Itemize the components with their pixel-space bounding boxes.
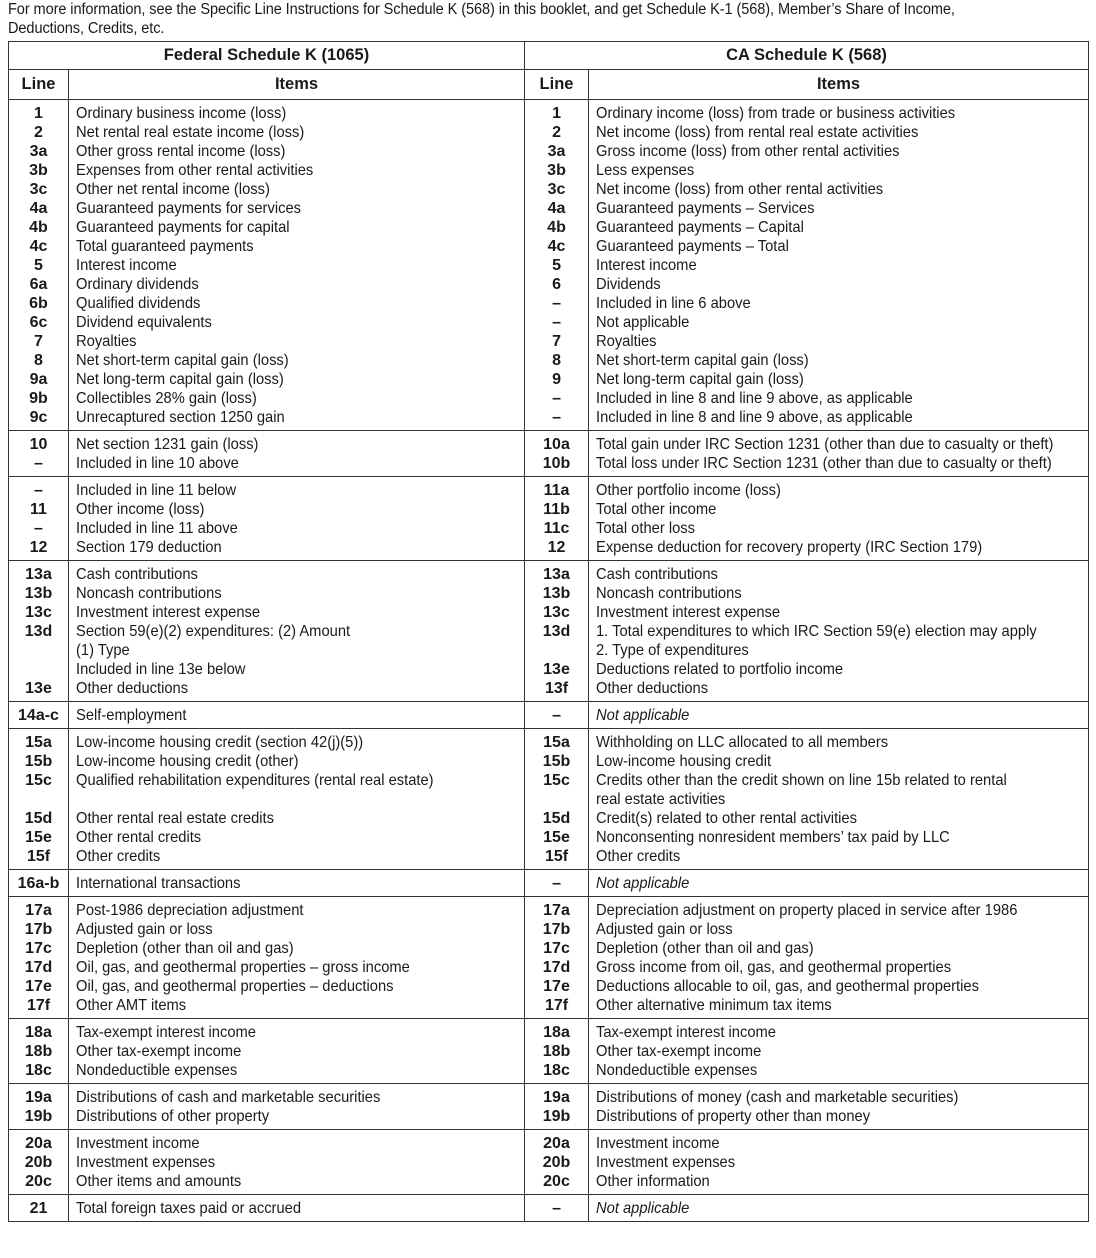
line-number: 6 [552, 276, 561, 293]
line-number: 13e [25, 680, 52, 697]
line-number: 17d [24, 959, 53, 976]
line-item: Royalties [76, 333, 137, 350]
line-number: 3c [29, 181, 48, 198]
ca-line-numbers [525, 1084, 589, 1130]
line-number: 13d [24, 623, 53, 640]
federal-line-numbers [9, 897, 69, 1019]
line-item: Included in line 6 above [596, 295, 751, 312]
line-number: 19b [542, 1108, 571, 1125]
line-item: Included in line 10 above [76, 455, 239, 472]
line-item: Guaranteed payments – Total [596, 238, 789, 255]
line-number: 21 [29, 1200, 48, 1217]
line-number: 20b [24, 1154, 53, 1171]
line-item: Low-income housing credit [596, 753, 772, 770]
line-item: International transactions [76, 875, 241, 892]
line-number: – [34, 482, 43, 499]
line-group [9, 702, 1089, 729]
line-number: 17e [25, 978, 52, 995]
line-number: 15b [542, 753, 571, 770]
ca-line-numbers [525, 729, 589, 870]
line-item: Deductions allocable to oil, gas, and geothermal properties [596, 978, 979, 995]
line-number: 15e [543, 829, 570, 846]
line-item: Depreciation adjustment on property placed in service after 1986 [596, 902, 1018, 919]
line-number: 13c [543, 604, 570, 621]
ca-line-numbers [525, 431, 589, 477]
federal-items [69, 1195, 525, 1222]
line-number: 18b [24, 1043, 53, 1060]
line-number: 18c [543, 1062, 570, 1079]
line-number: 4b [29, 219, 48, 236]
line-item: Included in line 11 above [76, 520, 238, 537]
line-number: 15d [24, 810, 53, 827]
line-number: 4a [547, 200, 566, 217]
ca-items [589, 1195, 1089, 1222]
federal-line-column-header: Line [9, 70, 69, 100]
line-item: Other income (loss) [76, 501, 205, 518]
line-item: Noncash contributions [596, 585, 742, 602]
ca-line-numbers [525, 100, 589, 431]
line-number: 4c [29, 238, 48, 255]
line-item: Unrecaptured section 1250 gain [76, 409, 285, 426]
ca-line-numbers [525, 561, 589, 702]
line-number: 5 [552, 257, 561, 274]
line-item: Investment income [76, 1135, 200, 1152]
federal-items [69, 477, 525, 561]
line-number: 11a [543, 482, 570, 499]
federal-items [69, 561, 525, 702]
line-item: (1) Type [76, 642, 130, 659]
line-item: Total other income [596, 501, 717, 518]
line-group [9, 897, 1089, 1019]
line-number: 3b [29, 162, 48, 179]
line-number: 19a [543, 1089, 570, 1106]
line-item: Qualified dividends [76, 295, 201, 312]
line-number: 13f [544, 680, 569, 697]
line-item: Other credits [76, 848, 161, 865]
federal-items [69, 1019, 525, 1084]
line-number: 13c [25, 604, 52, 621]
line-item: Other rental credits [76, 829, 202, 846]
federal-items-column-header: Items [69, 70, 525, 100]
line-item: Self-employment [76, 707, 187, 724]
line-number: 14a-c [18, 707, 59, 724]
ca-schedule-header: CA Schedule K (568) [525, 42, 1089, 70]
line-number: 9 [552, 371, 561, 388]
line-number: 16a-b [17, 875, 60, 892]
line-number [525, 790, 588, 809]
line-number: 15f [544, 848, 569, 865]
line-item: Depletion (other than oil and gas) [596, 940, 814, 957]
line-item: Adjusted gain or loss [596, 921, 733, 938]
line-item: Distributions of property other than money [596, 1108, 871, 1125]
line-item: Included in line 13e below [76, 661, 246, 678]
line-item: Total gain under IRC Section 1231 (other than due to casualty or theft) [596, 436, 1054, 453]
line-number: 15d [542, 810, 571, 827]
line-number: 11 [30, 501, 47, 518]
line-item: Distributions of money (cash and marketable securities) [596, 1089, 959, 1106]
line-number: – [552, 409, 561, 426]
ca-items [589, 870, 1089, 897]
line-item: Guaranteed payments – Services [596, 200, 815, 217]
line-number: – [552, 295, 561, 312]
federal-items [69, 870, 525, 897]
line-item: Net long-term capital gain (loss) [596, 371, 804, 388]
line-number: 17e [543, 978, 570, 995]
line-item: Deductions related to portfolio income [596, 661, 844, 678]
line-item: Other items and amounts [76, 1173, 242, 1190]
line-number [9, 660, 68, 679]
line-group [9, 1019, 1089, 1084]
line-item: Other information [596, 1173, 710, 1190]
line-number: 17d [542, 959, 571, 976]
line-item: Low-income housing credit (other) [76, 753, 299, 770]
line-number: 4a [29, 200, 48, 217]
line-item: Cash contributions [596, 566, 718, 583]
line-item: Distributions of other property [76, 1108, 270, 1125]
line-item: Other tax-exempt income [596, 1043, 762, 1060]
line-item: Net rental real estate income (loss) [76, 124, 305, 141]
line-item: Investment expenses [76, 1154, 216, 1171]
line-group [9, 870, 1089, 897]
line-item: Included in line 11 below [76, 482, 237, 499]
line-item: Collectibles 28% gain (loss) [76, 390, 257, 407]
line-number: 15a [25, 734, 52, 751]
line-number: 5 [34, 257, 43, 274]
line-item: Other gross rental income (loss) [76, 143, 286, 160]
ca-line-numbers [525, 1130, 589, 1195]
line-number: 20a [25, 1135, 52, 1152]
intro-text [8, 0, 1023, 38]
line-number: 17c [25, 940, 52, 957]
line-item: real estate activities [596, 791, 726, 808]
line-item: Other portfolio income (loss) [596, 482, 781, 499]
line-item: Not applicable [596, 875, 690, 892]
line-item: Other deductions [596, 680, 709, 697]
line-number: 7 [34, 333, 43, 350]
line-number: 6a [29, 276, 48, 293]
line-number: 8 [552, 352, 561, 369]
line-number: 13e [543, 661, 570, 678]
line-number: 11b [543, 501, 570, 518]
federal-items [69, 100, 525, 431]
line-item: Guaranteed payments for capital [76, 219, 290, 236]
line-group [9, 477, 1089, 561]
line-item: Tax-exempt interest income [596, 1024, 777, 1041]
line-item: Distributions of cash and marketable securities [76, 1089, 381, 1106]
line-number: 20a [543, 1135, 570, 1152]
line-item: Nondeductible expenses [76, 1062, 238, 1079]
line-number: 15b [24, 753, 53, 770]
line-number: 9a [29, 371, 48, 388]
line-item: Interest income [596, 257, 697, 274]
ca-items [589, 1084, 1089, 1130]
line-item: Dividends [596, 276, 661, 293]
line-number: 20c [543, 1173, 570, 1190]
line-number: 15c [543, 772, 570, 789]
line-number: 17c [543, 940, 570, 957]
line-item: Royalties [596, 333, 657, 350]
line-item: Total other loss [596, 520, 696, 537]
federal-line-numbers [9, 561, 69, 702]
line-number: 19b [24, 1108, 53, 1125]
federal-items [69, 1084, 525, 1130]
line-item: 2. Type of expenditures [596, 642, 749, 659]
line-item: Other tax-exempt income [76, 1043, 242, 1060]
line-number: 2 [552, 124, 561, 141]
line-number: 9b [29, 390, 48, 407]
federal-schedule-header: Federal Schedule K (1065) [9, 42, 525, 70]
line-number: 3b [547, 162, 566, 179]
line-item: Section 179 deduction [76, 539, 222, 556]
line-number [525, 641, 588, 660]
line-number: 10b [542, 455, 571, 472]
federal-items [69, 1130, 525, 1195]
line-item: Gross income (loss) from other rental activities [596, 143, 900, 160]
line-groups [9, 100, 1089, 1222]
line-item: Oil, gas, and geothermal properties – deductions [76, 978, 394, 995]
federal-line-numbers [9, 1130, 69, 1195]
line-item: Investment expenses [596, 1154, 736, 1171]
ca-line-numbers [525, 477, 589, 561]
schedule-k-comparison-table [8, 41, 1089, 1222]
line-group [9, 729, 1089, 870]
intro-line-1: For more information, see the Specific Line Instructions for Schedule K (568) in this booklet, and get Schedule K-1 (568), Member’s Share of Income, [8, 1, 955, 18]
line-number: – [34, 520, 43, 537]
line-item: Tax-exempt interest income [76, 1024, 256, 1041]
line-number: 17a [25, 902, 52, 919]
ca-line-numbers [525, 1019, 589, 1084]
line-item: Other alternative minimum tax items [596, 997, 832, 1014]
ca-items [589, 702, 1089, 729]
line-number: 13d [542, 623, 571, 640]
line-number: 10 [29, 436, 48, 453]
line-item: Oil, gas, and geothermal properties – gross income [76, 959, 410, 976]
line-number: 15f [26, 848, 51, 865]
line-number: 17b [24, 921, 53, 938]
line-group [9, 1084, 1089, 1130]
line-item: Withholding on LLC allocated to all members [596, 734, 889, 751]
line-item: Other deductions [76, 680, 189, 697]
line-number: 3c [547, 181, 566, 198]
line-number: 18b [542, 1043, 571, 1060]
line-number: 13a [25, 566, 52, 583]
line-number: 15a [543, 734, 570, 751]
line-item: Net short-term capital gain (loss) [76, 352, 289, 369]
line-number: 11c [543, 520, 570, 537]
federal-items [69, 702, 525, 729]
line-number: 3a [29, 143, 48, 160]
ca-line-numbers [525, 897, 589, 1019]
line-number: 15e [25, 829, 52, 846]
line-item: Net section 1231 gain (loss) [76, 436, 259, 453]
line-number: – [552, 314, 561, 331]
line-item [76, 790, 524, 809]
line-number: 17f [544, 997, 569, 1014]
line-number: – [552, 875, 561, 892]
line-number: – [552, 1200, 561, 1217]
line-number: 13b [24, 585, 53, 602]
line-item: Other net rental income (loss) [76, 181, 270, 198]
line-group [9, 1195, 1089, 1222]
line-item: Noncash contributions [76, 585, 222, 602]
line-item: Nondeductible expenses [596, 1062, 758, 1079]
line-number: – [34, 455, 43, 472]
line-number: 7 [552, 333, 561, 350]
line-item: Not applicable [596, 314, 690, 331]
ca-items [589, 561, 1089, 702]
line-number: 12 [547, 539, 566, 556]
federal-line-numbers [9, 431, 69, 477]
line-item: Total guaranteed payments [76, 238, 254, 255]
line-number: 12 [29, 539, 48, 556]
line-number: 18c [25, 1062, 52, 1079]
line-item: Adjusted gain or loss [76, 921, 213, 938]
line-item: 1. Total expenditures to which IRC Section 59(e) election may apply [596, 623, 1037, 640]
line-number: 1 [552, 105, 561, 122]
line-group [9, 561, 1089, 702]
line-item: Ordinary dividends [76, 276, 199, 293]
line-number: 4b [547, 219, 566, 236]
federal-line-numbers [9, 1019, 69, 1084]
federal-items [69, 729, 525, 870]
line-group [9, 100, 1089, 431]
line-number: 15c [25, 772, 52, 789]
line-item: Included in line 8 and line 9 above, as applicable [596, 390, 913, 407]
ca-items-column-header: Items [589, 70, 1089, 100]
line-item: Other rental real estate credits [76, 810, 275, 827]
federal-line-numbers [9, 729, 69, 870]
line-item: Not applicable [596, 1200, 690, 1217]
federal-line-numbers [9, 1195, 69, 1222]
line-item: Included in line 8 and line 9 above, as applicable [596, 409, 913, 426]
line-item: Ordinary business income (loss) [76, 105, 287, 122]
line-group [9, 431, 1089, 477]
line-number: 20b [542, 1154, 571, 1171]
line-item: Cash contributions [76, 566, 198, 583]
line-item: Investment interest expense [76, 604, 261, 621]
ca-items [589, 897, 1089, 1019]
line-number: 9c [29, 409, 48, 426]
line-number: 20c [25, 1173, 52, 1190]
line-item: Gross income from oil, gas, and geothermal properties [596, 959, 952, 976]
line-item: Credit(s) related to other rental activities [596, 810, 857, 827]
line-number: 2 [34, 124, 43, 141]
line-item: Other AMT items [76, 997, 187, 1014]
line-number: – [552, 707, 561, 724]
line-number: 8 [34, 352, 43, 369]
line-group [9, 1130, 1089, 1195]
line-number: 6c [29, 314, 48, 331]
federal-items [69, 431, 525, 477]
line-item: Net income (loss) from other rental activities [596, 181, 884, 198]
line-number: 17b [542, 921, 571, 938]
line-item: Less expenses [596, 162, 695, 179]
line-number: 10a [543, 436, 570, 453]
line-number: 13b [542, 585, 571, 602]
line-item: Guaranteed payments – Capital [596, 219, 804, 236]
line-item: Expense deduction for recovery property (IRC Section 179) [596, 539, 983, 556]
line-item: Interest income [76, 257, 177, 274]
ca-items [589, 1019, 1089, 1084]
line-item: Qualified rehabilitation expenditures (rental real estate) [76, 772, 434, 789]
line-item: Investment income [596, 1135, 720, 1152]
line-number [9, 641, 68, 660]
line-number: 17f [26, 997, 51, 1014]
line-item: Dividend equivalents [76, 314, 212, 331]
line-item: Net income (loss) from rental real estate activities [596, 124, 919, 141]
line-number: 3a [547, 143, 566, 160]
ca-line-numbers [525, 1195, 589, 1222]
line-item: Ordinary income (loss) from trade or business activities [596, 105, 956, 122]
ca-items [589, 729, 1089, 870]
line-number: 19a [25, 1089, 52, 1106]
line-item: Section 59(e)(2) expenditures: (2) Amount [76, 623, 351, 640]
line-item: Not applicable [596, 707, 690, 724]
line-number: – [552, 390, 561, 407]
ca-line-column-header: Line [525, 70, 589, 100]
intro-line-2: Deductions, Credits, etc. [8, 20, 165, 37]
federal-line-numbers [9, 477, 69, 561]
ca-items [589, 1130, 1089, 1195]
line-number: 1 [34, 105, 43, 122]
line-item: Total loss under IRC Section 1231 (other than due to casualty or theft) [596, 455, 1052, 472]
line-number [9, 790, 68, 809]
line-number: 18a [25, 1024, 52, 1041]
ca-items [589, 431, 1089, 477]
ca-line-numbers [525, 702, 589, 729]
federal-line-numbers [9, 1084, 69, 1130]
line-number: 6b [29, 295, 48, 312]
line-item: Investment interest expense [596, 604, 781, 621]
ca-line-numbers [525, 870, 589, 897]
line-number: 4c [547, 238, 566, 255]
line-item: Depletion (other than oil and gas) [76, 940, 294, 957]
line-number: 18a [543, 1024, 570, 1041]
line-item: Total foreign taxes paid or accrued [76, 1200, 302, 1217]
federal-line-numbers [9, 702, 69, 729]
federal-line-numbers [9, 100, 69, 431]
line-item: Net short-term capital gain (loss) [596, 352, 809, 369]
line-item: Low-income housing credit (section 42(j)(5)) [76, 734, 364, 751]
line-item: Other credits [596, 848, 681, 865]
federal-line-numbers [9, 870, 69, 897]
line-item: Credits other than the credit shown on line 15b related to rental [596, 772, 1007, 789]
line-item: Expenses from other rental activities [76, 162, 314, 179]
line-item: Guaranteed payments for services [76, 200, 301, 217]
line-item: Nonconsenting nonresident members’ tax paid by LLC [596, 829, 950, 846]
ca-items [589, 100, 1089, 431]
line-item: Post-1986 depreciation adjustment [76, 902, 304, 919]
ca-items [589, 477, 1089, 561]
line-number: 17a [543, 902, 570, 919]
line-item: Net long-term capital gain (loss) [76, 371, 284, 388]
federal-items [69, 897, 525, 1019]
line-number: 13a [543, 566, 570, 583]
